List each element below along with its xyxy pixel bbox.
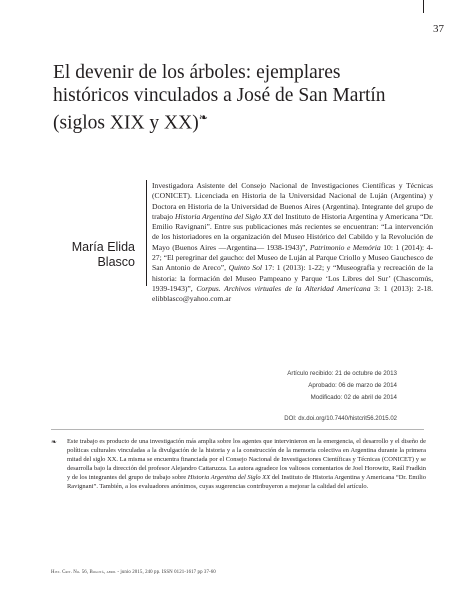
footer-journal: Hist. Crit. No. 56, Bogotá, abril — [51, 570, 117, 575]
header-rule — [423, 0, 424, 13]
bio-italic-4: Corpus. Archivos virtuales de la Alteridad Americana — [196, 283, 371, 293]
bio-text-1: Investigadora Asistente del Consejo Nacional de Investigaciones Científicas y Técnicas (CONICET). Licenciada en Historia de la Universidad Nacional de Luján (Argentina) y Doctora en Historia de la Universidad de Buenos Aires (Argentina). Integrante del grupo de trabajo — [152, 181, 433, 221]
page-number: 37 — [433, 23, 444, 35]
title-line-2: históricos vinculados a José de San Martín — [53, 84, 386, 106]
footnote-mark: ❧ — [51, 438, 57, 446]
title-line-3: (siglos XIX y XX) — [53, 112, 199, 134]
footnote-text-2: del Instituto de Historia Argentina y Americana “Dr. Emilio Ravignani”. También, a los evaluadores anónimos, cuyas sugerencias contribuyeron a mejorar la calidad del artículo. — [67, 473, 426, 490]
date-received: Artículo recibido: 21 de octubre de 2013 — [287, 370, 397, 377]
date-modified: Modificado: 02 de abril de 2014 — [310, 394, 397, 402]
author-first-name: María Elida — [71, 240, 135, 254]
footnote-text — [67, 438, 426, 491]
footnote — [51, 438, 426, 491]
author-divider — [146, 180, 147, 286]
bio-italic-3: Quinto Sol — [228, 263, 262, 273]
title-line-1: El devenir de los árboles: ejemplares — [53, 62, 341, 83]
author-name — [56, 240, 135, 270]
bio-text-4: 17: 1 (2013): 1-22; y “Museografía y recreación de la historia: la formación del Museo Pampeano y Parque ‘Los Libres del Sur’ (Chascomús, 1939-1943)”, — [152, 263, 433, 293]
article-title — [53, 62, 433, 135]
footnote-divider — [51, 429, 424, 430]
author-last-name: Blasco — [97, 255, 135, 269]
page-footer — [51, 570, 216, 575]
bio-text-2: del Instituto de Historia Argentina y Americana “Dr. Emilio Ravignani”. Entre sus publicaciones más recientes se encuentran: “La intervención de los historiadores en la organización del Museo Histórico del Cabildo y la Revolución de Mayo (Buenos Aires —Argentina— 1938-1943)”, — [152, 211, 434, 252]
bio-italic-1: Historia Argentina del Siglo XX — [175, 211, 273, 221]
bio-italic-2: Patrimonio e Memória — [309, 242, 381, 252]
article-dates — [287, 368, 397, 405]
title-footnote-mark: ❧ — [198, 112, 208, 124]
footer-rest: - junio 2015, 240 pp. ISSN 0121-1617 pp 37-60 — [116, 570, 216, 575]
footnote-italic-1: Historia Argentina del Siglo XX — [187, 473, 271, 481]
doi-link[interactable]: DOI: dx.doi.org/10.7440/histcrit56.2015.02 — [284, 416, 397, 422]
bio-text-5: 3: 1 (2013): 2-18. elibblasco@yahoo.com.ar — [152, 283, 433, 304]
bio-text-3: 10: 1 (2014): 4-27; “El peregrinar del gaucho: del Museo de Luján al Parque Criollo y Museo Gauchesco de San Antonio de Areco”, — [152, 242, 434, 273]
footnote-text-1: Este trabajo es producto de una investigación más amplia sobre los agentes que intervinieron en la emergencia, el desarrollo y el diseño de políticas culturales vinculadas a la divulgación de la historia y a la construcción de la memoria colectiva en Argentina durante la primera mitad del siglo XX. La misma se encuentra financiada por el Consejo Nacional de Investigaciones Científicas y Técnicas (CONICET) y se desarrolla bajo la dirección del profesor Alejandro Cattaruzza. La autora agradece los valiosos comentarios de Joel Horowitz, Raúl Fradkin y de los integrantes del grupo de trabajo sobre — [67, 438, 426, 481]
date-approved: Aprobado: 06 de marzo de 2014 — [308, 382, 397, 390]
author-bio — [152, 181, 433, 305]
